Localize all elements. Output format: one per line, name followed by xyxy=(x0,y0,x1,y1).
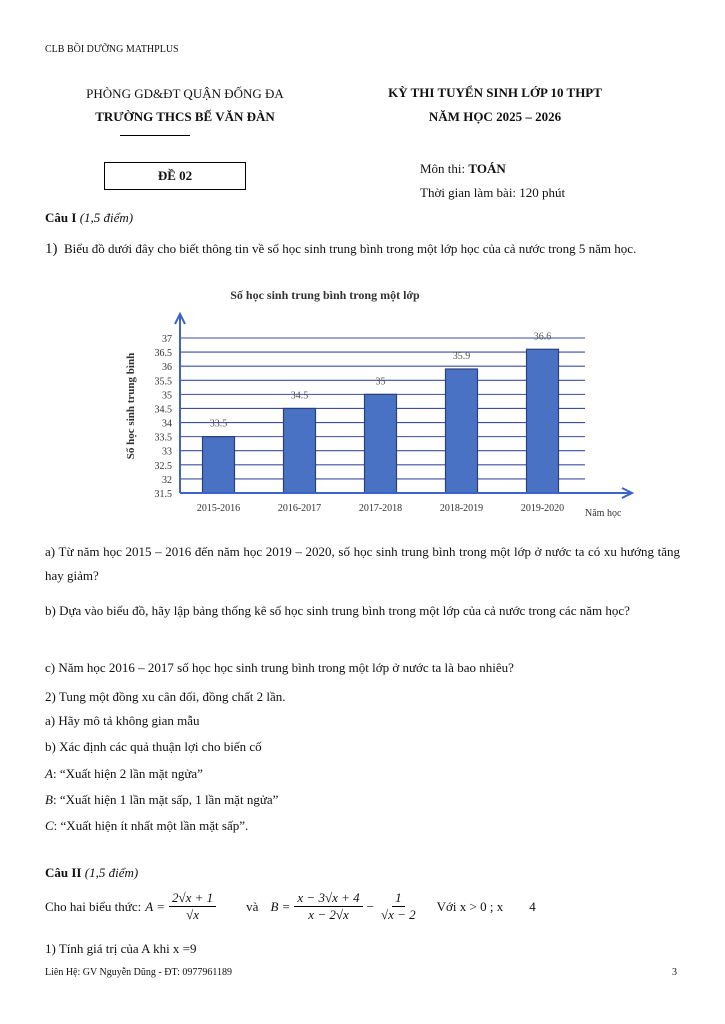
y-tick-label: 34.5 xyxy=(154,404,172,416)
exam-time: Thời gian làm bài: 120 phút xyxy=(420,185,566,200)
event-c xyxy=(45,814,680,838)
divider xyxy=(120,135,190,136)
chart-ylabel: Số học sinh trung bình xyxy=(125,352,137,460)
question-2-points: (1,5 điểm) xyxy=(84,865,139,880)
expr-b-fraction-2 xyxy=(378,890,419,923)
y-tick-label: 36 xyxy=(162,362,172,374)
school-year: NĂM HỌC 2025 – 2026 xyxy=(428,109,562,124)
bar xyxy=(446,369,478,493)
question-1-part-2a: a) Hãy mô tả không gian mẫu xyxy=(45,713,200,728)
x-tick-label: 2019-2020 xyxy=(520,503,565,514)
data-label: 34.5 xyxy=(290,390,309,402)
club-name: CLB BỒI DƯỠNG MATHPLUS xyxy=(45,44,179,55)
event-b-var: B xyxy=(45,792,53,807)
question-1c: c) Năm học 2016 – 2017 số học học sinh trung bình trong một lớp ở nước ta là bao nhiêu? xyxy=(45,660,514,675)
exam-title: KỲ THI TUYỂN SINH LỚP 10 THPT xyxy=(388,85,602,100)
x-tick-label: 2016-2017 xyxy=(277,503,322,514)
page-number: 3 xyxy=(672,967,677,978)
part-1-number: 1) xyxy=(45,241,58,257)
expressions-line xyxy=(45,890,536,923)
y-tick-label: 33.5 xyxy=(154,432,172,444)
expr-b-numerator-1: x − 3√x + 4 xyxy=(294,890,362,907)
y-tick-label: 32 xyxy=(162,474,172,486)
part-1-text: Biểu đồ dưới đây cho biết thông tin về số học sinh trung bình trong một lớp học của cả nước trong 5 năm học. xyxy=(64,241,637,256)
question-2-heading xyxy=(45,865,138,881)
subject-label: Môn thi: xyxy=(420,161,469,176)
y-tick-label: 32.5 xyxy=(154,460,172,472)
subject: TOÁN xyxy=(468,161,506,176)
bar-chart xyxy=(0,282,725,542)
data-label: 35 xyxy=(375,376,386,388)
x-tick-label: 2018-2019 xyxy=(439,503,484,514)
chart-title: Số học sinh trung bình trong một lớp xyxy=(230,288,420,302)
event-b-text: : “Xuất hiện 1 lần mặt sấp, 1 lần mặt ngửa” xyxy=(52,792,279,807)
event-a-var: A xyxy=(45,766,53,781)
bar xyxy=(365,394,397,493)
question-1-title: Câu I xyxy=(45,210,77,225)
bar xyxy=(284,408,316,493)
y-tick-label: 35.5 xyxy=(154,376,172,388)
and-word: và xyxy=(246,898,259,914)
expr-a-fraction xyxy=(169,890,216,923)
y-tick-label: 35 xyxy=(162,390,172,402)
bar xyxy=(527,349,559,493)
y-tick-label: 37 xyxy=(162,334,172,345)
expr-a-lhs: A = xyxy=(145,898,165,914)
condition-value: 4 xyxy=(529,898,536,914)
minus-sign: − xyxy=(366,898,374,914)
event-a-text: : “Xuất hiện 2 lần mặt ngửa” xyxy=(52,766,203,781)
y-tick-label: 33 xyxy=(162,446,172,458)
bar xyxy=(203,437,235,493)
question-1-part-1 xyxy=(45,237,680,261)
event-c-var: C xyxy=(45,818,54,833)
expr-b-lhs: B = xyxy=(270,898,291,914)
x-tick-label: 2015-2016 xyxy=(196,503,241,514)
subject-line xyxy=(420,161,506,177)
event-b xyxy=(45,788,680,812)
event-c-text: : “Xuất hiện ít nhất một lần mặt sấp”. xyxy=(53,818,249,833)
event-a xyxy=(45,762,680,786)
y-tick-label: 34 xyxy=(162,418,172,430)
school-name: TRƯỜNG THCS BẾ VĂN ĐÀN xyxy=(95,109,275,124)
data-label: 33.5 xyxy=(209,418,228,430)
question-2-title: Câu II xyxy=(45,865,82,880)
question-1-points: (1,5 điểm) xyxy=(79,210,134,225)
department: PHÒNG GD&ĐT QUẬN ĐỐNG ĐA xyxy=(86,86,284,101)
expressions-intro: Cho hai biểu thức: xyxy=(45,898,142,914)
question-1a: a) Từ năm học 2015 – 2016 đến năm học 2019 – 2020, số học sinh trung bình trong một lớp ở nước ta có xu hướng tăng hay giảm? xyxy=(45,544,680,583)
expr-b-denominator-1: x − 2√x xyxy=(308,907,349,922)
expr-b-denominator-2: √x − 2 xyxy=(380,907,416,922)
question-1-part-2: 2) Tung một đồng xu cân đối, đồng chất 2 lần. xyxy=(45,689,286,704)
question-1-part-2b: b) Xác định các quả thuận lợi cho biến cố xyxy=(45,739,262,754)
expr-a-denominator: √x xyxy=(186,907,200,922)
expr-b-numerator-2: 1 xyxy=(392,890,405,907)
y-tick-label: 36.5 xyxy=(154,348,172,360)
y-tick-label: 31.5 xyxy=(154,489,172,500)
question-1-heading xyxy=(45,210,133,226)
chart-xlabel: Năm học xyxy=(585,508,622,519)
data-label: 36.6 xyxy=(533,331,552,343)
expr-b-fraction-1 xyxy=(294,890,362,923)
expr-a-numerator: 2√x + 1 xyxy=(169,890,216,907)
condition: Với x > 0 ; x xyxy=(436,898,504,914)
question-2-item-1: 1) Tính giá trị của A khi x =9 xyxy=(45,941,197,956)
x-tick-label: 2017-2018 xyxy=(358,503,403,514)
exam-code-box: ĐỀ 02 xyxy=(104,162,246,190)
data-label: 35.9 xyxy=(452,351,471,362)
question-1b: b) Dựa vào biểu đồ, hãy lập bảng thống kê số học sinh trung bình trong một lớp của cả nước trong các năm học? xyxy=(45,603,630,618)
footer-contact: Liên Hệ: GV Nguyễn Dũng - ĐT: 0977961189 xyxy=(45,967,232,978)
